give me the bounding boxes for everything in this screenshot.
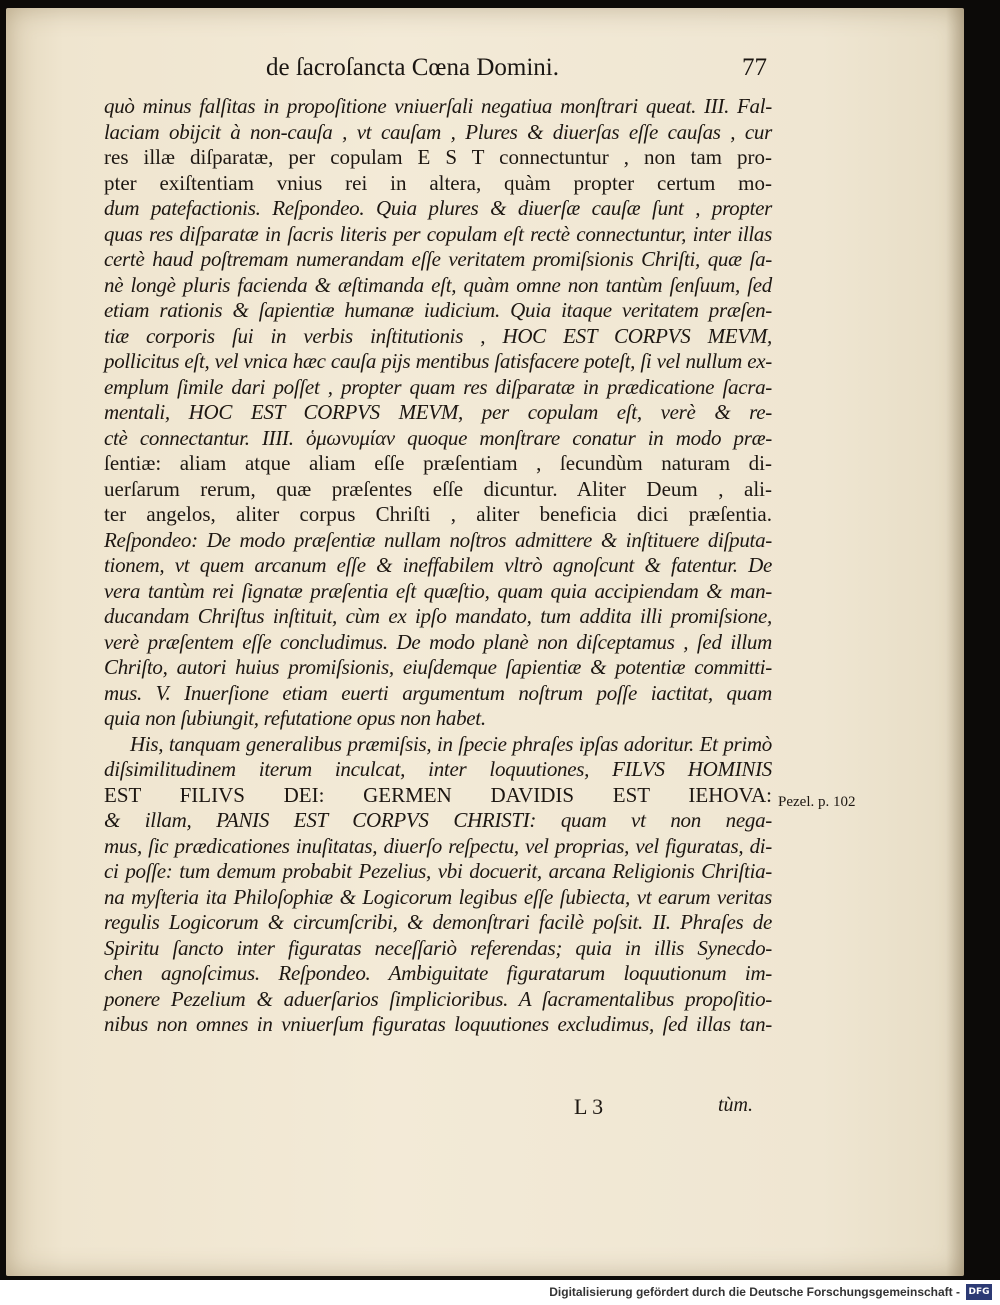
text-line: res illæ diſparatæ, per copulam E S T connectuntur , non tam pro-	[104, 145, 772, 169]
signature-mark: L 3	[574, 1094, 604, 1119]
page-number: 77	[742, 54, 767, 81]
text-line: nè longè pluris facienda & æſtimanda eſt, quàm omne non tantùm ſenſuum, ſed	[104, 272, 772, 297]
book-page	[6, 8, 964, 1276]
text-line: pollicitus eſt, vel vnica hæc cauſa pijs mentibus ſatisfacere poteſt, ſi vel nullum ex-	[104, 349, 772, 373]
text-line: ponere Pezelium & aduerſarios ſimplicioribus. A ſacramentalibus propoſitio-	[104, 986, 772, 1011]
text-line: emplum ſimile dari poſſet , propter quam res diſparatæ in prædicatione ſacra-	[104, 374, 772, 399]
text-line: na myſteria ita Philoſophiæ & Logicorum legibus eſſe ſubiecta, vt earum veritas	[104, 884, 772, 909]
text-line: dum patefactionis. Reſpondeo. Quia plures & diuerſæ cauſæ ſunt , propter	[104, 196, 772, 220]
text-line: diſsimilitudinem iterum inculcat, inter loquutiones, FILVS HOMINIS	[104, 757, 772, 781]
text-line: regulis Logicorum & circumſcribi, & demonſtrari facilè poſsit. II. Phraſes de	[104, 910, 772, 934]
text-line: mus, ſic prædicationes inuſitatas, diuerſo reſpectu, vel proprias, vel figuratas, di-	[104, 833, 772, 858]
footer-credit: Digitalisierung gefördert durch die Deutsche Forschungsgemeinschaft -	[549, 1285, 960, 1299]
text-line: ci poſſe: tum demum probabit Pezelius, vbi docuerit, arcana Religionis Chriſtia-	[104, 859, 772, 883]
body-text	[104, 94, 772, 1038]
text-line: uerſarum rerum, quæ præſentes eſſe dicuntur. Aliter Deum , ali-	[104, 476, 772, 501]
catchword: tùm.	[718, 1094, 753, 1116]
text-line: & illam, PANIS EST CORPVS CHRISTI: quam vt non nega-	[104, 808, 772, 832]
text-line: nibus non omnes in vniuerſum figuratas loquutiones excludimus, ſed illas tan-	[104, 1012, 772, 1036]
text-line: pter exiſtentiam vnius rei in altera, quàm propter certum mo-	[104, 170, 772, 195]
dfg-logo: DFG	[966, 1284, 992, 1300]
text-line: quas res diſparatæ in ſacris literis per copulam eſt rectè connectuntur, inter illas	[104, 221, 772, 246]
page-header	[266, 54, 786, 90]
text-line: Chriſto, autori huius promiſsionis, eiuſdemque ſapientiæ & potentiæ committi-	[104, 655, 772, 679]
text-line: ſentiæ: aliam atque aliam eſſe præſentiam , ſecundùm naturam di-	[104, 451, 772, 475]
text-line: Reſpondeo: De modo præſentiæ nullam noſtros admittere & inſtituere diſputa-	[104, 527, 772, 552]
text-line: tiæ corporis ſui in verbis inſtitutionis , HOC EST CORPVS MEVM,	[104, 323, 772, 348]
text-line: tionem, vt quem arcanum eſſe & ineffabilem vltrò agnoſcunt & fatentur. De	[104, 553, 772, 577]
text-line: Spiritu ſancto inter figuratas neceſſariò referendas; quia in illis Synecdo-	[104, 935, 772, 960]
text-line: laciam obijcit à non-cauſa , vt cauſam , Plures & diuerſas eſſe cauſas , cur	[104, 119, 772, 144]
text-line: vera tantùm rei ſignatæ præſentia eſt quæſtio, quam quia accipiendam & man-	[104, 578, 772, 603]
text-line: verè præſentem eſſe concludimus. De modo planè non diſceptamus , ſed illum	[104, 629, 772, 654]
digitization-footer	[0, 1280, 1000, 1305]
text-line: chen agnoſcimus. Reſpondeo. Ambiguitate figuratarum loquutionum im-	[104, 961, 772, 985]
text-line: quò minus falſitas in propoſitione vniuerſali negatiua monſtrari queat. III. Fal-	[104, 94, 772, 118]
text-line: mentali, HOC EST CORPVS MEVM, per copulam eſt, verè & re-	[104, 400, 772, 424]
text-line: quia non ſubiungit, refutatione opus non habet.	[104, 706, 486, 730]
text-line: His, tanquam generalibus præmiſsis, in ſpecie phraſes ipſas adoritur. Et primò	[130, 731, 772, 756]
text-line: ter angelos, aliter corpus Chriſti , aliter beneficia dici præſentia.	[104, 502, 772, 526]
text-line: EST FILIVS DEI: GERMEN DAVIDIS EST IEHOVA:	[104, 782, 772, 807]
margin-note: Pezel. p. 102	[778, 794, 856, 810]
running-title: de ſacroſanc͏ta Cœna Domini.	[266, 54, 559, 81]
text-line: ctè connectantur. IIII. ὁμωνυμίαν quoque monſtrare conatur in modo præ-	[104, 425, 772, 450]
text-line: mus. V. Inuerſione etiam euerti argumentum noſtrum poſſe iactitat, quam	[104, 680, 772, 705]
text-line: etiam rationis & ſapientiæ humanæ iudicium. Quia itaque veritatem præſen-	[104, 298, 772, 322]
text-line: certè haud poſtremam numerandam eſſe veritatem promiſsionis Chriſti, quæ ſa-	[104, 247, 772, 271]
text-line: ducandam Chriſtus inſtituit, cùm ex ipſo mandato, tum addita illi promiſsione,	[104, 604, 772, 628]
